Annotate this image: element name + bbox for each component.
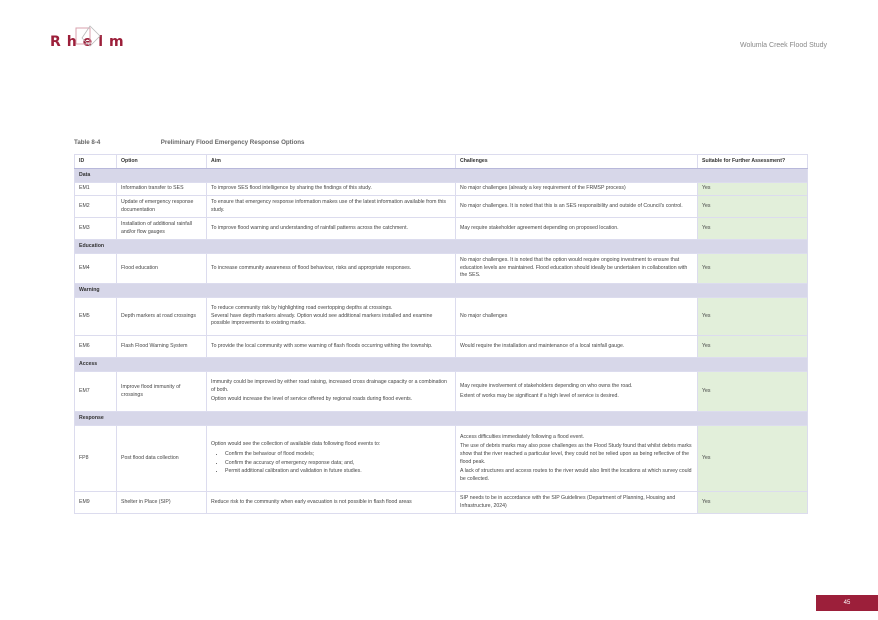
row-option: Flash Flood Warning System	[117, 336, 207, 358]
section-row-data	[75, 169, 808, 183]
row-aim	[207, 492, 456, 514]
column-header-aim: Aim	[207, 155, 456, 169]
page-number: 45	[816, 595, 878, 611]
table-row	[75, 254, 808, 284]
table-row	[75, 196, 808, 218]
row-suitable: Yes	[698, 298, 808, 336]
row-challenges	[456, 336, 698, 358]
aim-text: Reduce risk to the community when early evacuation is not possible in flash flood areas	[211, 498, 412, 505]
row-id: EM4	[75, 254, 117, 284]
row-aim	[207, 336, 456, 358]
table-number: Table 8-4	[74, 139, 101, 146]
table-title: Preliminary Flood Emergency Response Options	[160, 139, 305, 146]
table-row	[75, 298, 808, 336]
row-challenges	[456, 426, 698, 492]
column-header-option: Option	[117, 155, 207, 169]
row-aim	[207, 183, 456, 196]
row-option: Information transfer to SES	[117, 183, 207, 196]
row-suitable: Yes	[698, 336, 808, 358]
section-label: Data	[75, 169, 808, 183]
aim-text: To improve SES flood intelligence by sharing the findings of this study.	[211, 185, 372, 192]
table-caption	[74, 139, 304, 146]
column-header-suitable: Suitable for Further Assessment?	[698, 155, 808, 169]
table-body	[75, 169, 808, 514]
challenges-text: A lack of structures and access routes to the river would also limit the locations at which survey could be collected.	[460, 468, 692, 482]
row-aim	[207, 298, 456, 336]
row-id: EM1	[75, 183, 117, 196]
aim-text: Option would increase the level of service offered by regional roads during flood events.	[211, 396, 413, 403]
challenges-text: Access difficulties immediately following a flood event.	[460, 433, 585, 440]
row-id: EM7	[75, 372, 117, 412]
challenges-text: SIP needs to be in accordance with the SIP Guidelines (Department of Planning, Housing and Infrastructure, 2024)	[460, 494, 676, 509]
section-label: Education	[75, 240, 808, 254]
section-row-education	[75, 240, 808, 254]
row-aim	[207, 254, 456, 284]
row-aim	[207, 372, 456, 412]
row-challenges	[456, 372, 698, 412]
aim-text: Immunity could be improved by either road raising, increased cross drainage capacity or a combination of both.	[211, 379, 447, 393]
section-label: Response	[75, 412, 808, 426]
aim-bullet-list	[211, 451, 451, 476]
challenges-text: The use of debris marks may also pose challenges as the Flood Study found that whilst debris marks show that the river reached a particular level, they could not be relied upon as being reflective of the flood peak.	[460, 443, 692, 465]
table-row	[75, 426, 808, 492]
challenges-text: May require involvement of stakeholders depending on who owns the road.	[460, 382, 633, 389]
row-suitable: Yes	[698, 492, 808, 514]
row-suitable: Yes	[698, 372, 808, 412]
row-challenges	[456, 196, 698, 218]
table-row	[75, 336, 808, 358]
aim-text: To increase community awareness of flood behaviour, risks and appropriate responses.	[211, 264, 412, 271]
logo-text: Rhelm	[50, 34, 130, 50]
row-suitable: Yes	[698, 426, 808, 492]
aim-bullet: • Permit additional calibration and validation in future studies.	[225, 468, 451, 476]
challenges-text: No major challenges. It is noted that this is an SES responsibility and outside of Council's control.	[460, 202, 683, 209]
challenges-text: No major challenges (already a key requirement of the FRMSP process)	[460, 185, 626, 192]
row-option: Flood education	[117, 254, 207, 284]
section-row-response	[75, 412, 808, 426]
column-header-challenges: Challenges	[456, 155, 698, 169]
row-option: Installation of additional rainfall and/or flow gauges	[117, 218, 207, 240]
row-challenges	[456, 183, 698, 196]
row-id: EM3	[75, 218, 117, 240]
row-suitable: Yes	[698, 183, 808, 196]
row-suitable: Yes	[698, 196, 808, 218]
table-row	[75, 218, 808, 240]
table-row	[75, 183, 808, 196]
challenges-text: Extent of works may be significant if a high level of service is desired.	[460, 392, 619, 399]
row-option: Depth markers at road crossings	[117, 298, 207, 336]
aim-bullet: • Confirm the accuracy of emergency response data; and,	[225, 460, 451, 468]
column-header-id: ID	[75, 155, 117, 169]
row-id: EM5	[75, 298, 117, 336]
section-label: Warning	[75, 284, 808, 298]
challenges-text: May require stakeholder agreement depending on proposed location.	[460, 224, 619, 231]
aim-text: To improve flood warning and understanding of rainfall patterns across the catchment.	[211, 224, 408, 231]
row-option: Improve flood immunity of crossings	[117, 372, 207, 412]
row-id: EM2	[75, 196, 117, 218]
aim-text: To provide the local community with some warning of flash floods occurring withing the township.	[211, 342, 433, 349]
row-challenges	[456, 218, 698, 240]
row-option: Shelter in Place (SIP)	[117, 492, 207, 514]
row-aim	[207, 196, 456, 218]
row-option: Update of emergency response documentation	[117, 196, 207, 218]
row-challenges	[456, 298, 698, 336]
row-option: Post flood data collection	[117, 426, 207, 492]
logo-mark-icon	[74, 24, 114, 54]
row-suitable: Yes	[698, 254, 808, 284]
aim-text: To reduce community risk by highlighting road overtopping depths at crossings.	[211, 305, 393, 312]
rhelm-logo	[50, 24, 130, 54]
section-row-warning	[75, 284, 808, 298]
row-aim	[207, 426, 456, 492]
challenges-text: No major challenges. It is noted that the option would require ongoing investment to ensure that education levels are maintained. Flood education should ideally be undertaken in collaboration with the SES.	[460, 257, 688, 279]
row-id: EM9	[75, 492, 117, 514]
row-challenges	[456, 254, 698, 284]
table-row	[75, 372, 808, 412]
aim-text: Option would see the collection of available data following flood events to:	[211, 441, 381, 448]
row-suitable: Yes	[698, 218, 808, 240]
emergency-response-options-table	[74, 154, 808, 514]
row-challenges	[456, 492, 698, 514]
table-header-row	[75, 155, 808, 169]
aim-text: To ensure that emergency response information makes use of the latest information available from this study.	[211, 198, 446, 213]
row-aim	[207, 218, 456, 240]
row-id: EM6	[75, 336, 117, 358]
challenges-text: No major challenges	[460, 312, 508, 319]
row-id: FP8	[75, 426, 117, 492]
challenges-text: Would require the installation and maintenance of a local rainfall gauge.	[460, 342, 625, 349]
aim-text: Several have depth markers already. Option would see additional markers installed and examine possible improvements to existing marks.	[211, 312, 433, 327]
section-row-access	[75, 358, 808, 372]
table-row	[75, 492, 808, 514]
aim-bullet: • Confirm the behaviour of flood models;	[225, 451, 451, 459]
section-label: Access	[75, 358, 808, 372]
document-title: Wolumla Creek Flood Study	[739, 42, 827, 49]
